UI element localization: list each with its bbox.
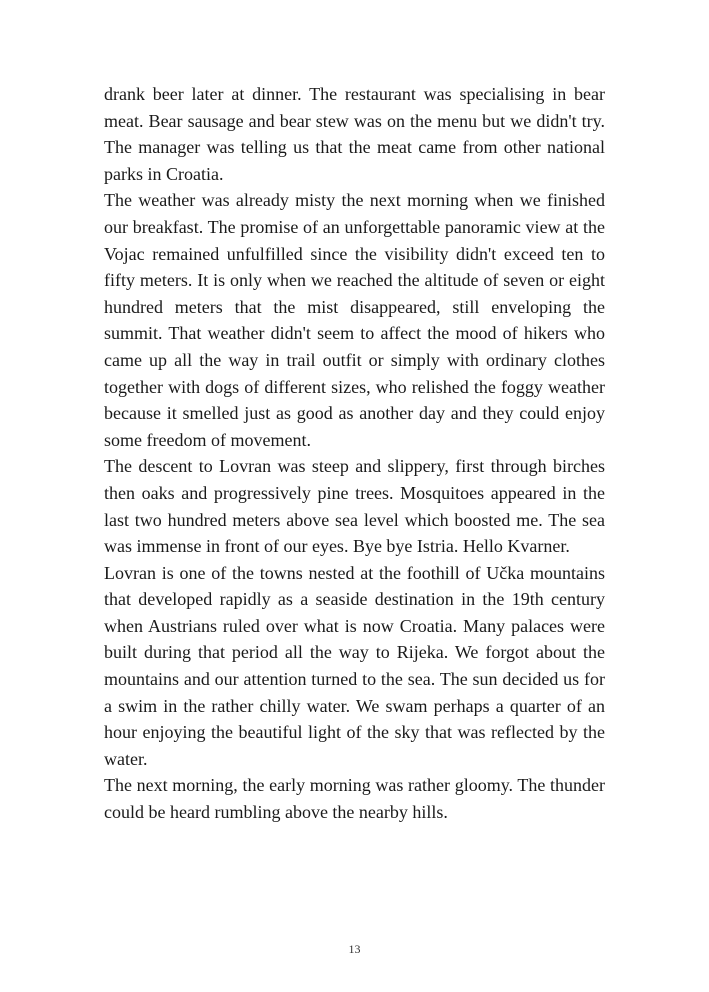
paragraph-descent-lovran: The descent to Lovran was steep and slippery, first through birches then oaks and progressively pine trees. Mosquitoes appeared in the last two hundred meters above sea level which boosted me. The sea was immense in front of our eyes. Bye bye Istria. Hello Kvarner. <box>104 456 605 557</box>
paragraph-lovran-town: Lovran is one of the towns nested at the foothill of Učka mountains that developed rapidly as a seaside destination in the 19th century when Austrians ruled over what is now Croatia. Many palaces were built during that period all the way to Rijeka. We forgot about the mountains and our attention turned to the sea. The sun decided us for a swim in the rather chilly water. We swam perhaps a quarter of an hour enjoying the beautiful light of the sky that was reflected by the water. <box>104 562 605 769</box>
body-text <box>104 81 605 826</box>
paragraph-dinner: drank beer later at dinner. The restaurant was specialising in bear meat. Bear sausage and bear stew was on the menu but we didn't try. The manager was telling us that the meat came from other national parks in Croatia. <box>104 84 605 184</box>
paragraph-misty-morning: The weather was already misty the next morning when we finished our breakfast. The promise of an unforgettable panoramic view at the Vojac remained unfulfilled since the visibility didn't exceed ten to fifty meters. It is only when we reached the altitude of seven or eight hundred meters that the mist disappeared, still enveloping the summit. That weather didn't seem to affect the mood of hikers who came up all the way in trail outfit or simply with ordinary clothes together with dogs of different sizes, who relished the foggy weather because it smelled just as good as another day and they could enjoy some freedom of movement. <box>104 190 605 450</box>
paragraph-next-morning: The next morning, the early morning was rather gloomy. The thunder could be heard rumbling above the nearby hills. <box>104 775 605 823</box>
page-number: 13 <box>348 942 361 956</box>
